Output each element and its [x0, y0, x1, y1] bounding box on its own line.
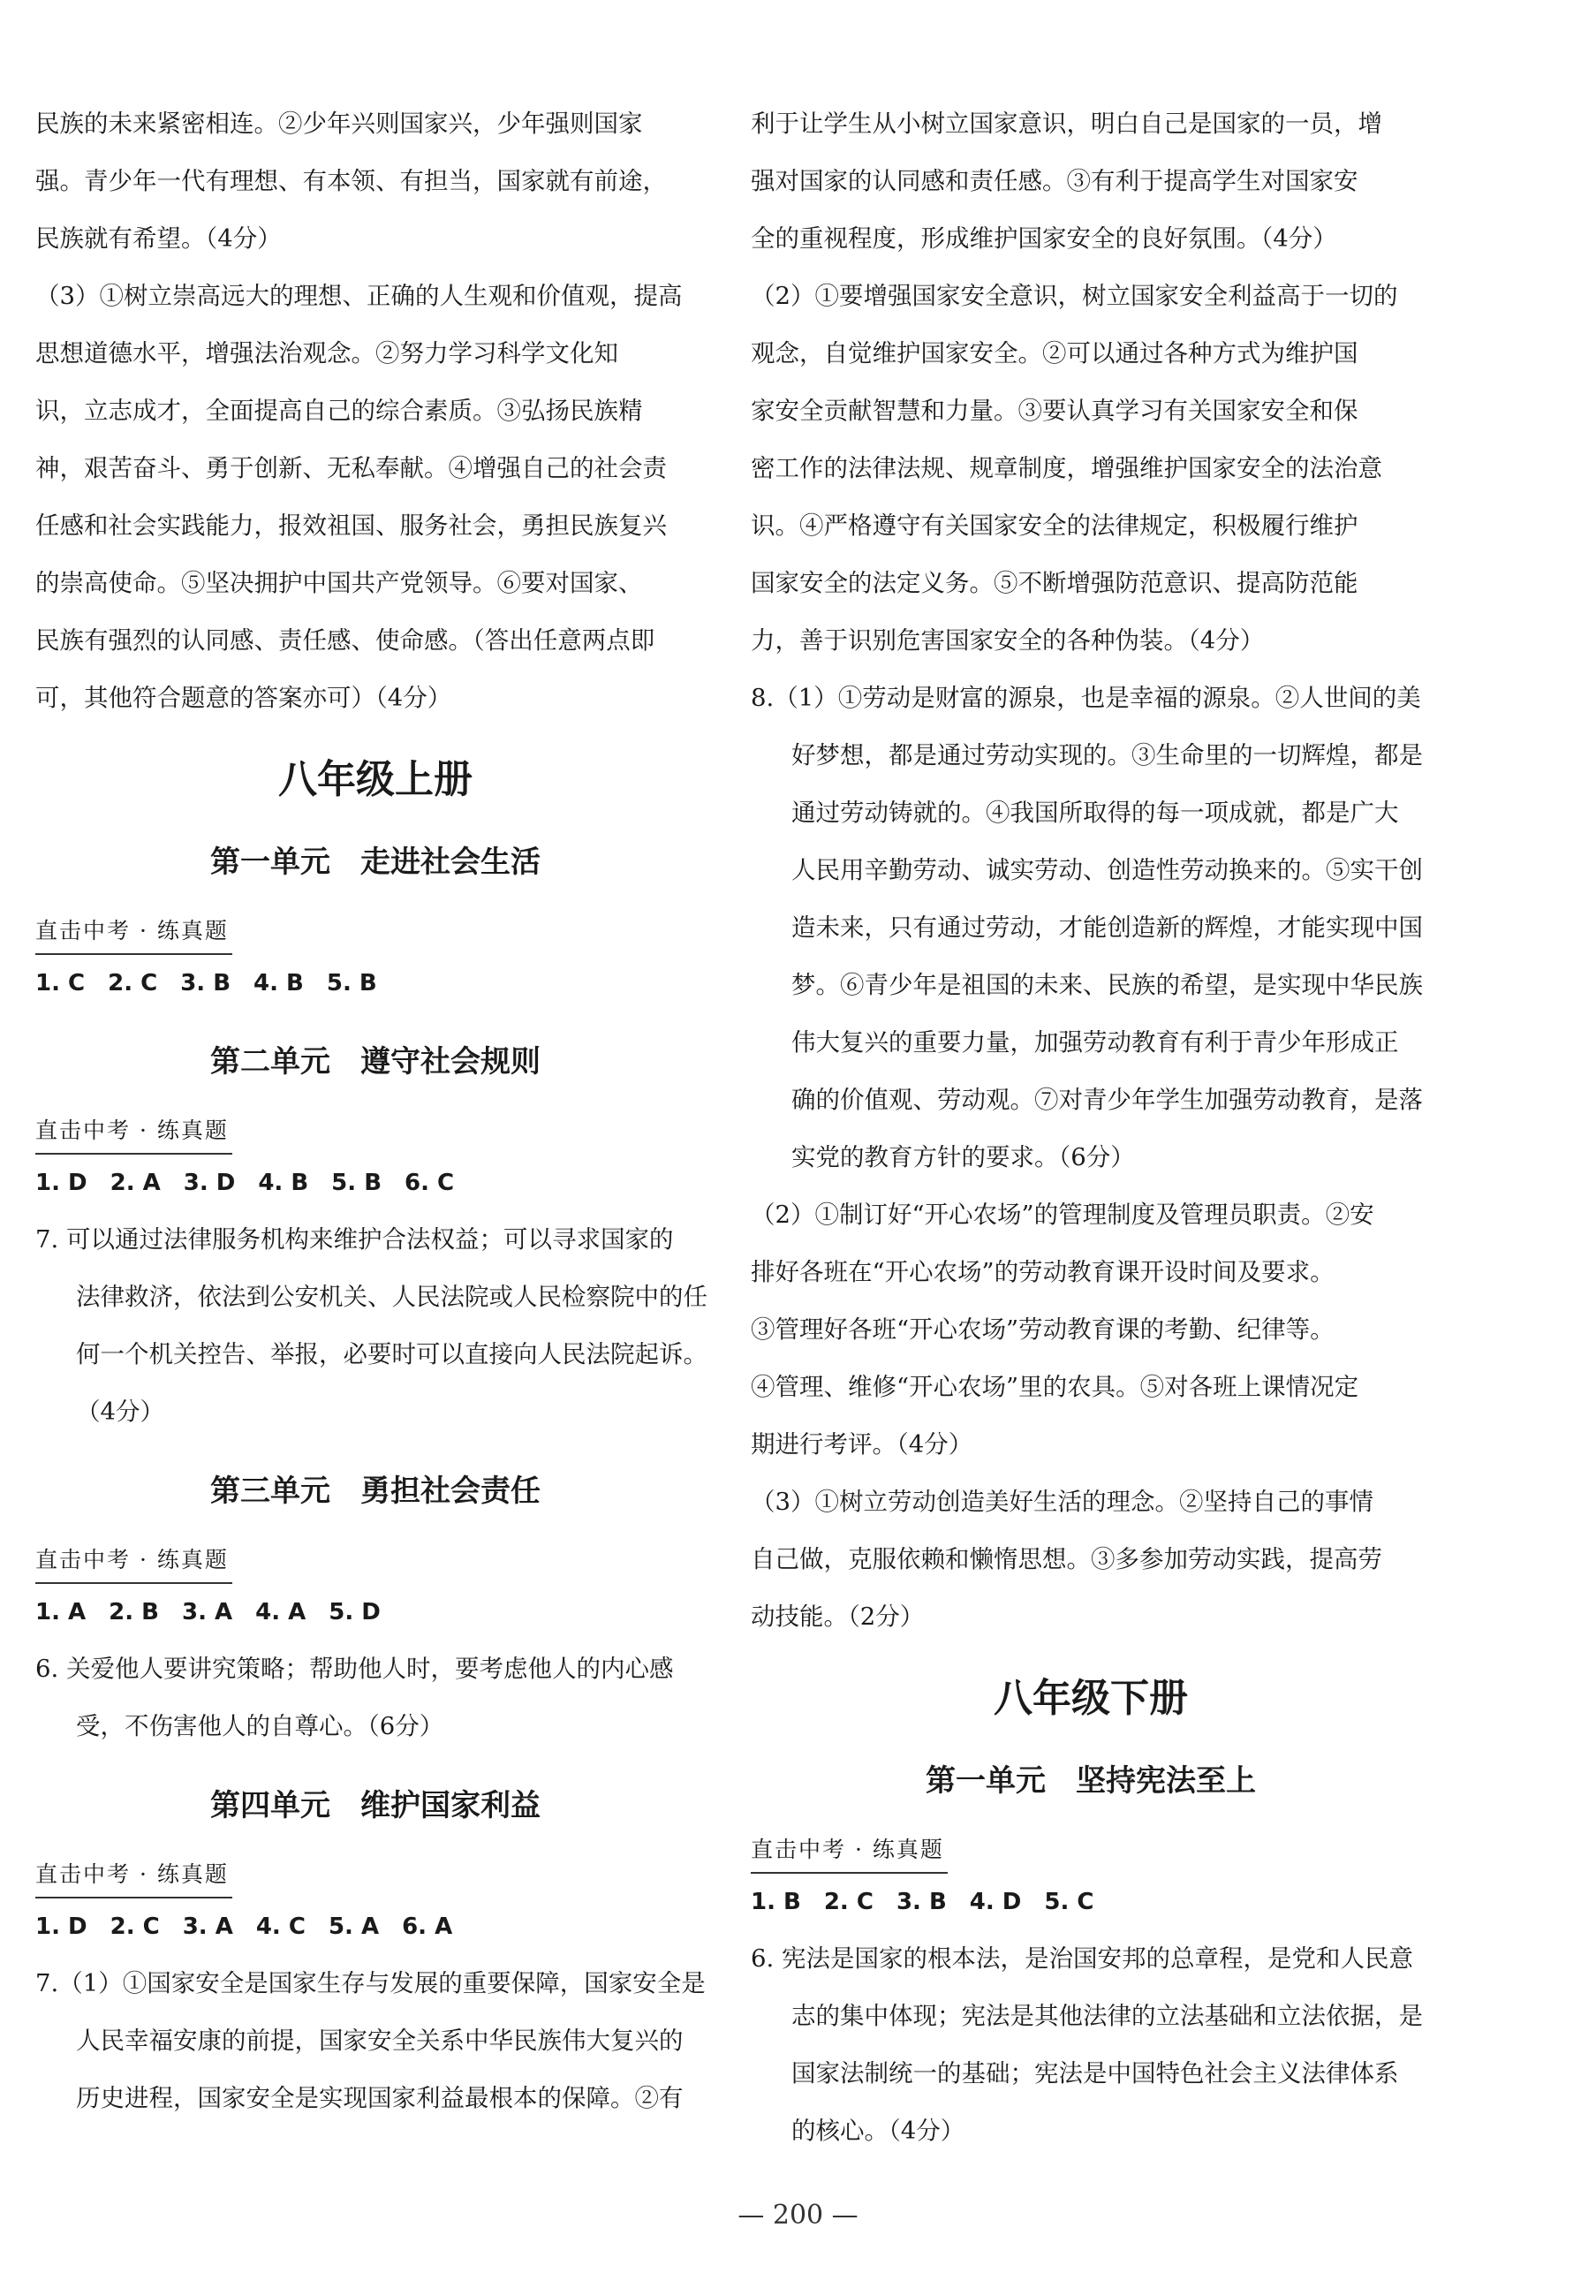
text-line: 7. 可以通过法律服务机构来维护合法权益；可以寻求国家的: [35, 1225, 674, 1254]
choice-answers: 1. C 2. C 3. B 4. B 5. B: [35, 970, 377, 996]
text-line: 何一个机关控告、举报，必要时可以直接向人民法院起诉。: [76, 1340, 707, 1368]
section-label: 直击中考 · 练真题: [35, 909, 715, 955]
text-line: 排好各班在“开心农场”的劳动教育课开设时间及要求。: [751, 1258, 1335, 1286]
text-line: 志的集中体现；宪法是其他法律的立法基础和立法依据，是: [791, 2002, 1423, 2030]
text-line: 梦。⑥青少年是祖国的未来、民族的希望，是实现中华民族: [791, 971, 1423, 999]
unit-title: 第三单元 勇担社会责任: [210, 1474, 541, 1509]
text-line: 识。④严格遵守有关国家安全的法律规定，积极履行维护: [751, 511, 1358, 540]
text-line: 法律救济，依法到公安机关、人民法院或人民检察院中的任: [76, 1283, 707, 1311]
question-6-answer: [35, 1641, 715, 1755]
text-line: 受，不伤害他人的自尊心。（6分）: [76, 1712, 444, 1740]
text-line: 人民用辛勤劳动、诚实劳动、创造性劳动换来的。⑤实干创: [791, 856, 1423, 884]
text-line: 伟大复兴的重要力量，加强劳动教育有利于青少年形成正: [791, 1028, 1399, 1057]
paragraph-continuation: [751, 95, 1431, 268]
text-line: 民族的未来紧密相连。②少年兴则国家兴，少年强则国家: [35, 110, 643, 138]
text-line: 家安全贡献智慧和力量。③要认真学习有关国家安全和保: [751, 397, 1358, 425]
text-line: 造未来，只有通过劳动，才能创造新的辉煌，才能实现中国: [791, 913, 1423, 942]
text-line: 强对国家的认同感和责任感。③有利于提高学生对国家安: [751, 167, 1358, 195]
text-line: 7.（1）①国家安全是国家生存与发展的重要保障，国家安全是: [35, 1969, 706, 1997]
text-line: 好梦想，都是通过劳动实现的。③生命里的一切辉煌，都是: [791, 741, 1423, 769]
section-label: 直击中考 · 练真题: [751, 1828, 1431, 1874]
text-line: （3）①树立崇高远大的理想、正确的人生观和价值观，提高: [35, 282, 683, 310]
text-line: 神，艰苦奋斗、勇于创新、无私奉献。④增强自己的社会责: [35, 454, 667, 482]
text-line: 自己做，克服依赖和懒惰思想。③多参加劳动实践，提高劳: [751, 1545, 1382, 1573]
text-line: 实党的教育方针的要求。（6分）: [791, 1143, 1135, 1171]
text-line: （3）①树立劳动创造美好生活的理念。②坚持自己的事情: [751, 1488, 1373, 1516]
text-line: 的崇高使命。⑤坚决拥护中国共产党领导。⑥要对国家、: [35, 569, 643, 597]
text-line: （2）①要增强国家安全意识，树立国家安全利益高于一切的: [751, 282, 1398, 310]
text-line: 8.（1）①劳动是财富的源泉，也是幸福的源泉。②人世间的美: [751, 684, 1421, 712]
text-line: 全的重视程度，形成维护国家安全的良好氛围。（4分）: [751, 224, 1337, 253]
question-7-answer: [35, 1955, 715, 2127]
grade-title: 八年级上册: [278, 757, 473, 802]
section-label: 直击中考 · 练真题: [35, 1109, 715, 1155]
text-line: 任感和社会实践能力，报效祖国、服务社会，勇担民族复兴: [35, 511, 667, 540]
text-line: 力，善于识别危害国家安全的各种伪装。（4分）: [751, 626, 1265, 655]
text-line: 国家安全的法定义务。⑤不断增强防范意识、提高防范能: [751, 569, 1358, 597]
text-line: 的核心。（4分）: [791, 2117, 965, 2145]
text-line: 强。青少年一代有理想、有本领、有担当，国家就有前途，: [35, 167, 667, 195]
question-7-answer: [35, 1211, 715, 1441]
grade-title: 八年级下册: [994, 1676, 1188, 1721]
text-line: （4分）: [76, 1398, 164, 1426]
text-line: 6. 宪法是国家的根本法，是治国安邦的总章程，是党和人民意: [751, 1944, 1413, 1973]
text-line: 6. 关爱他人要讲究策略；帮助他人时，要考虑他人的内心感: [35, 1655, 674, 1683]
text-line: 国家法制统一的基础；宪法是中国特色社会主义法律体系: [791, 2059, 1399, 2088]
text-line: 识，立志成才，全面提高自己的综合素质。③弘扬民族精: [35, 397, 643, 425]
choice-answers: 1. A 2. B 3. A 4. A 5. D: [35, 1599, 381, 1625]
question-8-part-2: [751, 1186, 1431, 1474]
text-line: 密工作的法律法规、规章制度，增强维护国家安全的法治意: [751, 454, 1382, 482]
unit-title: 第一单元 坚持宪法至上: [926, 1763, 1256, 1799]
question-6-answer: [751, 1930, 1431, 2160]
text-line: 利于让学生从小树立国家意识，明白自己是国家的一员，增: [751, 110, 1382, 138]
section-label: 直击中考 · 练真题: [35, 1853, 715, 1898]
text-line: 动技能。（2分）: [751, 1603, 925, 1631]
text-line: 民族就有希望。（4分）: [35, 224, 282, 253]
choice-answers: 1. B 2. C 3. B 4. D 5. C: [751, 1889, 1094, 1915]
unit-title: 第一单元 走进社会生活: [210, 845, 541, 880]
page-number: — 200 —: [737, 2200, 859, 2231]
answer-2: [751, 268, 1431, 670]
text-line: 人民幸福安康的前提，国家安全关系中华民族伟大复兴的: [76, 2027, 684, 2055]
text-line: 历史进程，国家安全是实现国家利益最根本的保障。②有: [76, 2084, 684, 2112]
text-line: ③管理好各班“开心农场”劳动教育课的考勤、纪律等。: [751, 1315, 1335, 1344]
text-line: ④管理、维修“开心农场”里的农具。⑤对各班上课情况定: [751, 1373, 1359, 1401]
text-line: 民族有强烈的认同感、责任感、使命感。（答出任意两点即: [35, 626, 655, 655]
right-column: [751, 95, 1431, 2160]
choice-answers: 1. D 2. A 3. D 4. B 5. B 6. C: [35, 1170, 455, 1196]
text-line: 期进行考评。（4分）: [751, 1430, 973, 1459]
choice-answers: 1. D 2. C 3. A 4. C 5. A 6. A: [35, 1913, 453, 1940]
question-8-part-1: [751, 670, 1431, 1186]
text-line: 观念，自觉维护国家安全。②可以通过各种方式为维护国: [751, 339, 1358, 368]
text-line: 确的价值观、劳动观。⑦对青少年学生加强劳动教育，是落: [791, 1086, 1423, 1114]
answer-3: [35, 268, 715, 727]
text-line: 思想道德水平，增强法治观念。②努力学习科学文化知: [35, 339, 618, 368]
section-label: 直击中考 · 练真题: [35, 1538, 715, 1584]
left-column: [35, 95, 715, 2127]
question-8-part-3: [751, 1474, 1431, 1646]
unit-title: 第四单元 维护国家利益: [210, 1788, 541, 1823]
unit-title: 第二单元 遵守社会规则: [210, 1044, 541, 1080]
paragraph-continuation: [35, 95, 715, 268]
text-line: 通过劳动铸就的。④我国所取得的每一项成就，都是广大: [791, 799, 1399, 827]
text-line: 可，其他符合题意的答案亦可）（4分）: [35, 684, 452, 712]
text-line: （2）①制订好“开心农场”的管理制度及管理员职责。②安: [751, 1201, 1374, 1229]
